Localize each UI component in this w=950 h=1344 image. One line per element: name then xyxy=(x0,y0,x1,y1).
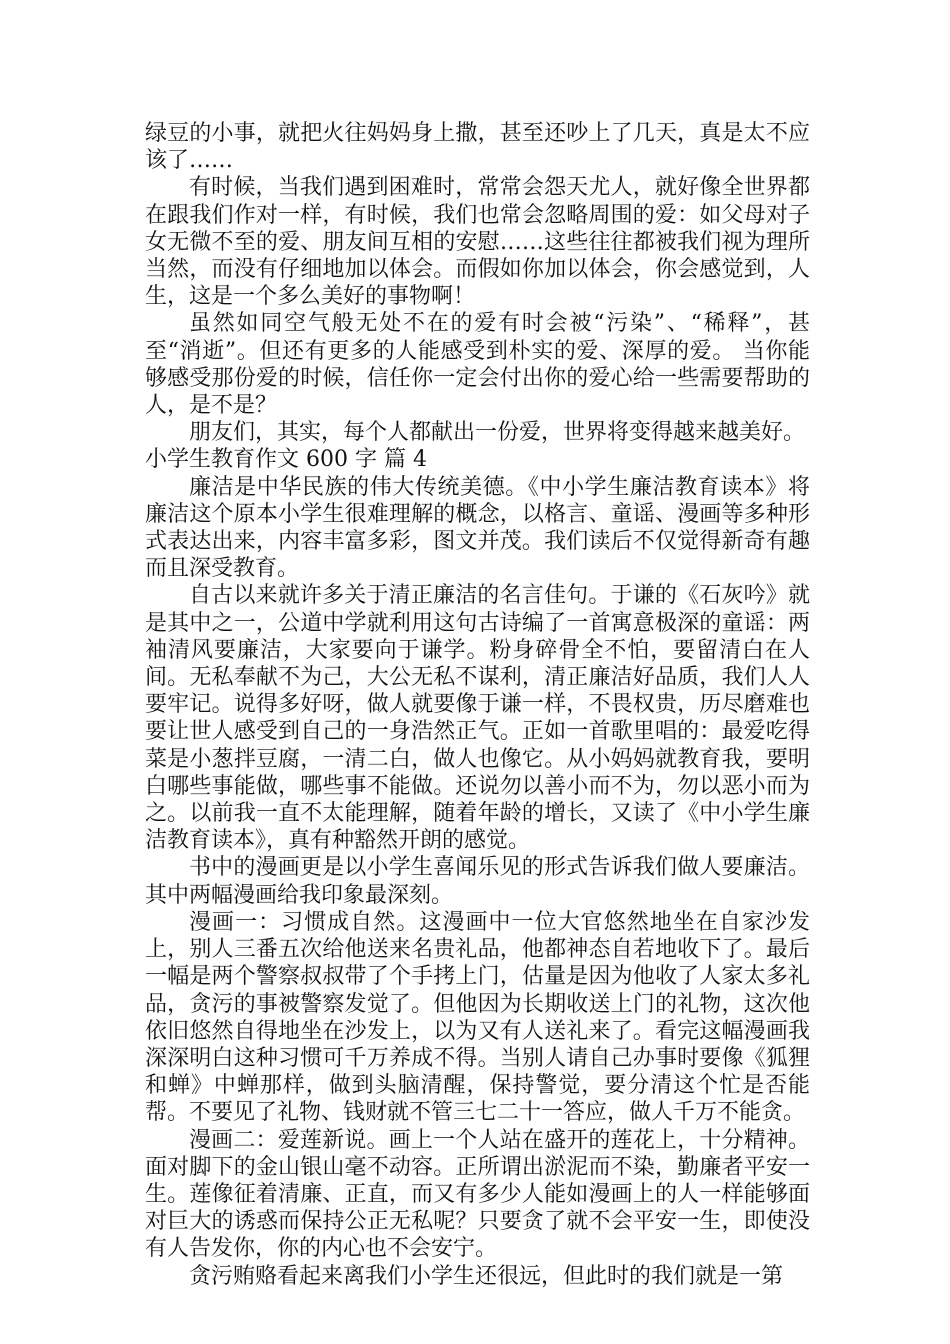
section-heading: 小学生教育作文 600 字 篇 4 xyxy=(145,447,427,473)
paragraph-continuation: 绿豆的小事，就把火往妈妈身上撒，甚至还吵上了几天，真是太不应该了…… xyxy=(145,121,810,174)
paragraph: 有时候，当我们遇到困难时，常常会怨天尤人，就好像全世界都在跟我们作对一样，有时候，我们也常会忽略周围的爱：如父母对子女无微不至的爱、朋友间互相的安慰……这些往往都被我们视为理所当然，而没有仔细地加以体会。而假如你加以体会，你会感觉到，人生，这是一个多么美好的事物啊！ xyxy=(145,175,810,310)
paragraph: 虽然如同空气般无处不在的爱有时会被“污染”、“稀释”，甚至“消逝”。但还有更多的人能感受到朴实的爱、深厚的爱。 当你能够感受那份爱的时候，信任你一定会付出你的爱心给一些需要帮助的人，是不是？ xyxy=(145,311,810,419)
paragraph: 朋友们，其实，每个人都献出一份爱，世界将变得越来越美好。 xyxy=(189,420,806,446)
paragraph: 贪污贿赂看起来离我们小学生还很远，但此时的我们就是一第 xyxy=(189,1263,784,1289)
paragraph: 漫画二：爱莲新说。画上一个人站在盛开的莲花上，十分精神。面对脚下的金山银山毫不动容。正所谓出淤泥而不染，勤廉者平安一生。莲像征着清廉、正直，而又有多少人能如漫画上的人一样能够面对巨大的诱惑而保持公正无私呢？只要贪了就不会平安一生，即使没有人告发你，你的内心也不会安宁。 xyxy=(145,1127,810,1262)
paragraph: 漫画一：习惯成自然。这漫画中一位大官悠然地坐在自家沙发上，别人三番五次给他送来名贵礼品，他都神态自若地收下了。最后一幅是两个警察叔叔带了个手拷上门，估量是因为他收了人家太多礼品，贪污的事被警察发觉了。但他因为长期收送上门的礼物，这次他依旧悠然自得地坐在沙发上，以为又有人送礼来了。看完这幅漫画我深深明白这种习惯可千万养成不得。当别人请自己办事时要像《狐狸和蝉》中蝉那样，做到头脑清醒，保持警觉，要分清这个忙是否能帮。不要见了礼物、钱财就不管三七二十一答应，做人千万不能贪。 xyxy=(145,909,810,1126)
document-page xyxy=(145,120,810,1290)
paragraph: 廉洁是中华民族的伟大传统美德。《中小学生廉洁教育读本》将廉洁这个原本小学生很难理解的概念，以格言、童谣、漫画等多种形式表达出来，内容丰富多彩，图文并茂。我们读后不仅觉得新奇有趣而且深受教育。 xyxy=(145,474,810,582)
paragraph: 自古以来就许多关于清正廉洁的名言佳句。于谦的《石灰吟》就是其中之一，公道中学就利用这句古诗编了一首寓意极深的童谣：两袖清风要廉洁，大家要向于谦学。粉身碎骨全不怕，要留清白在人间。无私奉献不为己，大公无私不谋利，清正廉洁好品质，我们人人要牢记。说得多好呀，做人就要像于谦一样，不畏权贵，历尽磨难也要让世人感受到自己的一身浩然正气。正如一首歌里唱的：最爱吃得菜是小葱拌豆腐，一清二白，做人也像它。从小妈妈就教育我，要明白哪些事能做，哪些事不能做。还说勿以善小而不为，勿以恶小而为之。以前我一直不太能理解，随着年龄的增长，又读了《中小学生廉洁教育读本》，真有种豁然开朗的感觉。 xyxy=(145,583,810,854)
paragraph: 书中的漫画更是以小学生喜闻乐见的形式告诉我们做人要廉洁。其中两幅漫画给我印象最深刻。 xyxy=(145,855,810,908)
